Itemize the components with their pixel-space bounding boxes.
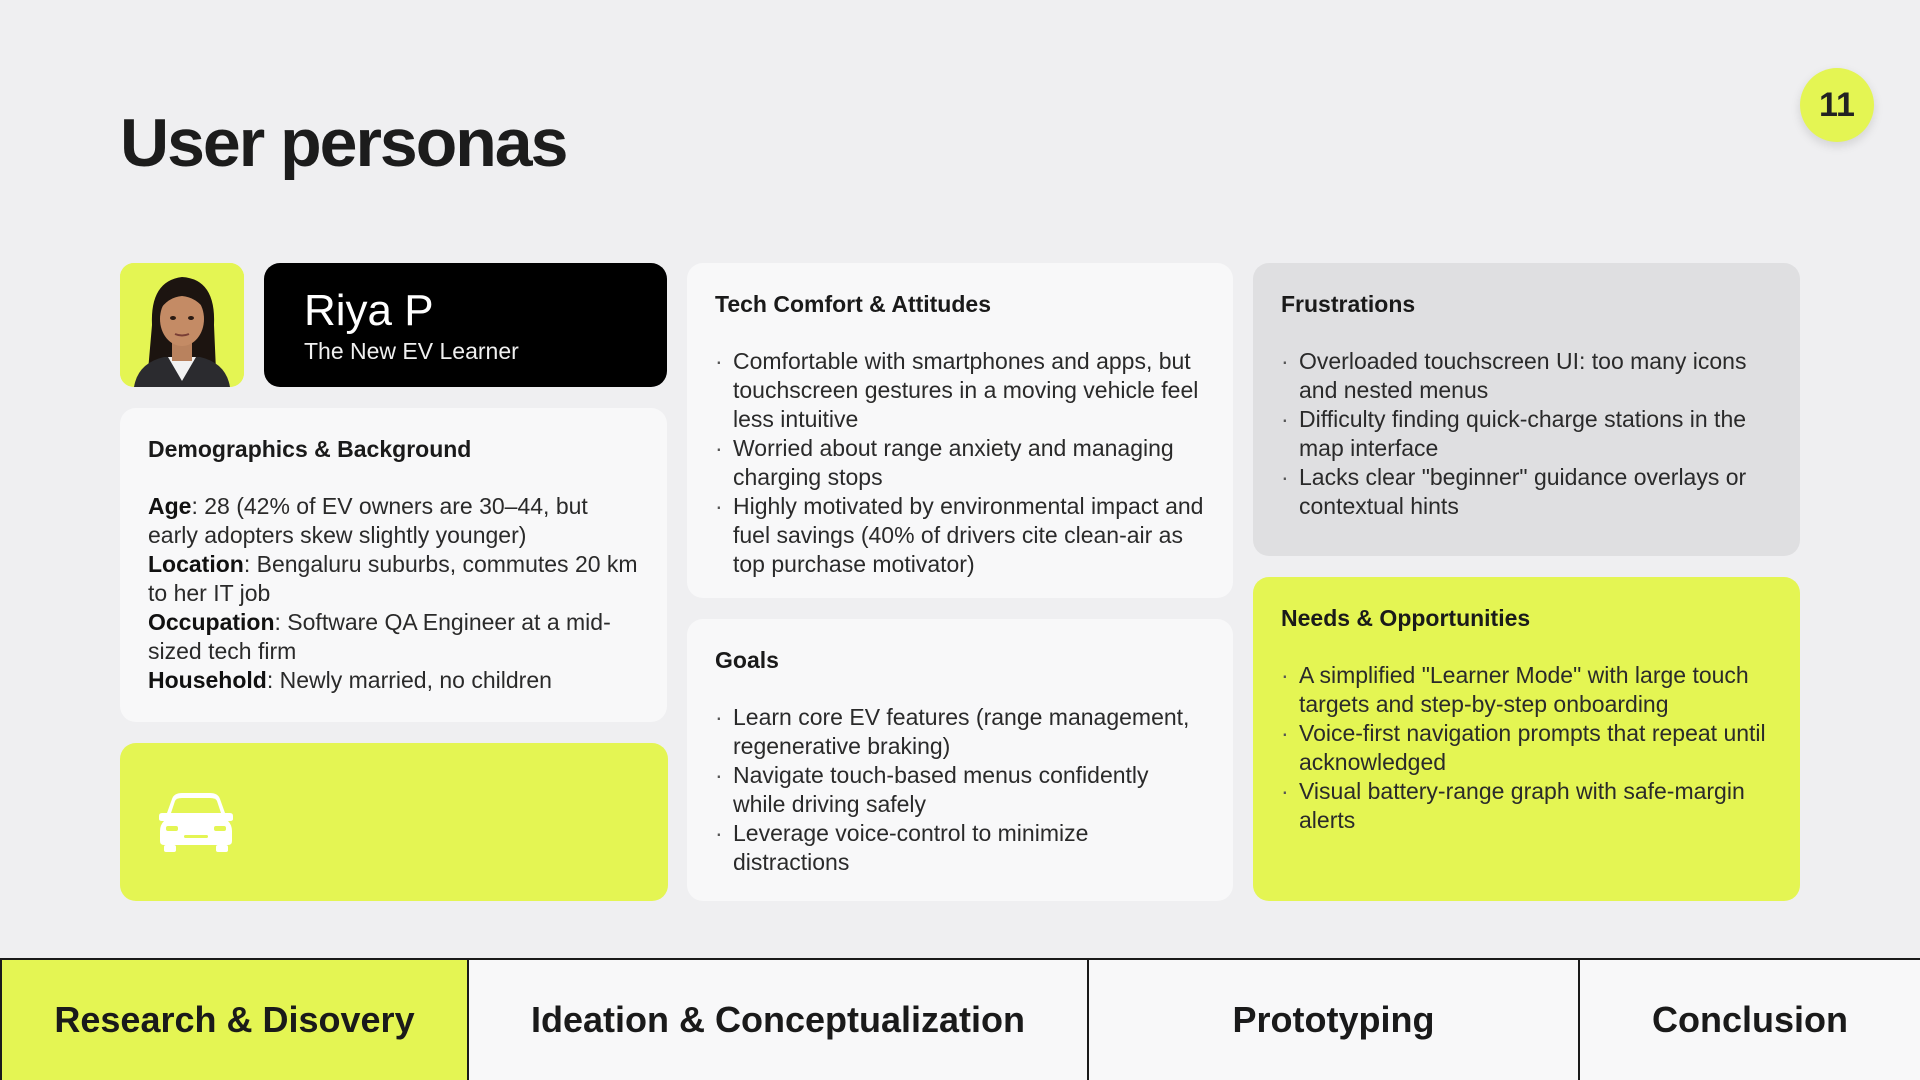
goals-heading: Goals (715, 647, 779, 673)
needs-heading: Needs & Opportunities (1281, 605, 1531, 631)
persona-role: The New EV Learner (304, 338, 519, 364)
persona-name-card (264, 263, 667, 387)
avatar (120, 263, 244, 387)
demographics-age: Age: 28 (42% of EV owners are 30–44, but early adopters skew slightly younger) (148, 493, 588, 548)
person-photo-icon (120, 263, 244, 387)
tab-ideation-conceptualization[interactable]: Ideation & Conceptualization (469, 960, 1089, 1080)
tech-comfort-card (687, 263, 1233, 598)
goals-list (715, 703, 1205, 877)
list-item: · Leverage voice-control to minimize distractions (715, 819, 1205, 877)
tech-comfort-heading: Tech Comfort & Attitudes (715, 291, 991, 317)
frustrations-heading: Frustrations (1281, 291, 1416, 317)
list-item: · Difficulty finding quick-charge stations in the map interface (1281, 405, 1772, 463)
list-item: · Comfortable with smartphones and apps, but touchscreen gestures in a moving vehicle feel less intuitive (715, 347, 1205, 434)
goals-card (687, 619, 1233, 901)
demographics-heading: Demographics & Background (148, 436, 472, 462)
list-item: · Overloaded touchscreen UI: too many icons and nested menus (1281, 347, 1772, 405)
demographics-card (120, 408, 667, 722)
car-illustration-card (120, 743, 668, 901)
page-title: User personas (120, 105, 567, 181)
list-item: · Visual battery-range graph with safe-margin alerts (1281, 777, 1772, 835)
list-item: · Highly motivated by environmental impact and fuel savings (40% of drivers cite clean-air as top purchase motivator) (715, 492, 1205, 579)
list-item: · Lacks clear "beginner" guidance overlays or contextual hints (1281, 463, 1772, 521)
demographics-location: Location: Bengaluru suburbs, commutes 20 km to her IT job (148, 551, 638, 606)
tech-comfort-list (715, 347, 1205, 579)
page-number-badge: 11 (1800, 68, 1874, 142)
demographics-household: Household: Newly married, no children (148, 667, 552, 693)
list-item: · A simplified "Learner Mode" with large touch targets and step-by-step onboarding (1281, 661, 1772, 719)
list-item: · Voice-first navigation prompts that repeat until acknowledged (1281, 719, 1772, 777)
frustrations-list (1281, 347, 1772, 521)
demographics-occupation: Occupation: Software QA Engineer at a mid-sized tech firm (148, 609, 611, 664)
list-item: · Navigate touch-based menus confidently while driving safely (715, 761, 1205, 819)
section-nav (0, 958, 1920, 1080)
needs-card (1253, 577, 1800, 901)
tab-prototyping[interactable]: Prototyping (1089, 960, 1580, 1080)
tab-conclusion[interactable]: Conclusion (1580, 960, 1920, 1080)
frustrations-card (1253, 263, 1800, 556)
list-item: · Learn core EV features (range management, regenerative braking) (715, 703, 1205, 761)
car-icon (158, 791, 234, 853)
tab-research-discovery[interactable]: Research & Disovery (0, 960, 469, 1080)
persona-name: Riya P (304, 286, 434, 335)
list-item: · Worried about range anxiety and managing charging stops (715, 434, 1205, 492)
needs-list (1281, 661, 1772, 835)
